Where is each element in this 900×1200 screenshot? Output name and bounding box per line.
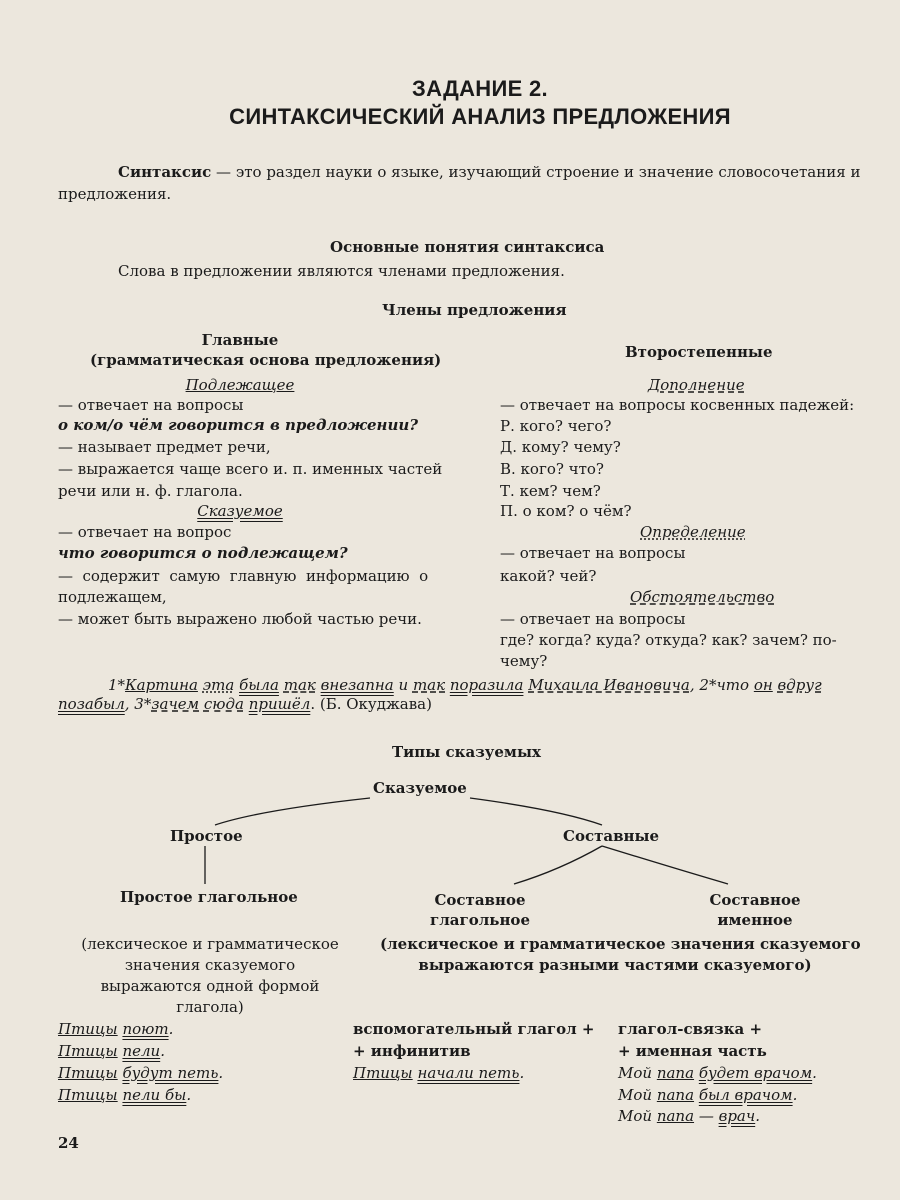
example-subject: папа <box>656 1107 695 1125</box>
simple-verbal-node: Простое глагольное <box>120 888 298 906</box>
simple-predicate-node: Простое <box>170 827 243 845</box>
example-predicate: была <box>239 676 279 694</box>
example-subject: папа <box>656 1086 695 1104</box>
example-text: , 2*что <box>689 676 754 694</box>
object-case-dative: Д. кому? чему? <box>500 438 621 456</box>
example-text: и <box>393 676 413 694</box>
subject-line-5: речи или н. ф. глагола. <box>58 482 243 500</box>
example-predicate: начали петь <box>417 1064 520 1082</box>
example-author: . (Б. Окуджава) <box>310 695 432 713</box>
example-subject: Птицы <box>58 1064 118 1082</box>
example-adverbial: вдруг <box>777 676 822 694</box>
task-title: ЗАДАНИЕ 2. <box>412 76 548 101</box>
compound-verbal-node-line-2: глагольное <box>430 911 530 929</box>
compound-verbal-formula-1: вспомогательный глагол + <box>353 1020 595 1038</box>
compound-verbal-node-line-1: Составное <box>434 891 526 909</box>
main-members-heading: Главные <box>201 331 279 349</box>
intro-term: Синтаксис <box>118 163 212 181</box>
members-heading: Члены предложения <box>382 301 567 319</box>
example-adverbial: так <box>283 676 316 694</box>
object-title: Дополнение <box>648 376 745 394</box>
example-subject: Птицы <box>353 1064 413 1082</box>
example-punctuation: . <box>755 1107 760 1125</box>
example-subject: папа <box>656 1064 695 1082</box>
predicate-line-3: — содержит самую главную информацию о <box>58 567 429 585</box>
example-punctuation: . <box>186 1086 192 1104</box>
object-line-1: — отвечает на вопросы косвенных падежей: <box>500 396 855 414</box>
object-case-instrumental: Т. кем? чем? <box>500 482 601 500</box>
main-members-subheading: (грамматическая основа предложения) <box>90 351 442 369</box>
subject-line-3: — называет предмет речи, <box>58 438 271 456</box>
subject-question: о ком/о чём говорится в предложении? <box>58 416 419 434</box>
page-number: 24 <box>58 1134 79 1152</box>
example-predicate: пришёл <box>248 695 311 713</box>
example-predicate: пели бы <box>122 1086 187 1104</box>
compound-verbal-example <box>353 1063 524 1083</box>
object-case-accusative: В. кого? что? <box>500 460 604 478</box>
adverbial-line-1: — отвечает на вопросы <box>500 610 686 628</box>
predicate-line-4: подлежащем, <box>58 588 167 606</box>
topic-title: СИНТАКСИЧЕСКИЙ АНАЛИЗ ПРЕДЛОЖЕНИЯ <box>229 104 731 129</box>
example-text: Мой <box>618 1086 657 1104</box>
example-predicate: поразила <box>449 676 524 694</box>
predicate-root-node: Сказуемое <box>373 779 467 797</box>
example-predicate: врач <box>718 1107 756 1125</box>
simple-example-1 <box>58 1019 173 1039</box>
example-subject: Картина <box>125 676 198 694</box>
example-text: Мой <box>618 1107 657 1125</box>
simple-description-1: (лексическое и грамматическое <box>81 935 339 953</box>
compound-verbal-formula-2: + инфинитив <box>353 1042 471 1060</box>
predicate-title: Сказуемое <box>197 502 283 520</box>
object-case-prepositional: П. о ком? о чём? <box>500 502 632 520</box>
attribute-line-1: — отвечает на вопросы <box>500 544 686 562</box>
compound-nominal-node-line-2: именное <box>717 911 793 929</box>
example-predicate: будет врачом <box>698 1064 813 1082</box>
subject-title: Подлежащее <box>185 376 295 394</box>
example-predicate: будут петь <box>122 1064 219 1082</box>
example-part: 1* <box>108 676 126 694</box>
compound-description-2: выражаются разными частями сказуемого) <box>418 956 812 974</box>
simple-example-2 <box>58 1041 165 1061</box>
example-adverbial: зачем <box>151 695 200 713</box>
example-predicate: поют <box>122 1020 169 1038</box>
example-punctuation: . <box>218 1064 224 1082</box>
subject-line-1: — отвечает на вопросы <box>58 396 244 414</box>
example-adverbial: сюда <box>203 695 244 713</box>
example-punctuation: . <box>519 1064 525 1082</box>
object-case-genitive: Р. кого? чего? <box>500 417 612 435</box>
simple-example-4 <box>58 1085 191 1105</box>
example-text: Мой <box>618 1064 657 1082</box>
compound-nominal-node-line-1: Составное <box>709 891 801 909</box>
subject-line-4: — выражается чаще всего и. п. именных частей <box>58 460 443 478</box>
adverbial-line-3: чему? <box>500 652 548 670</box>
example-punctuation: . <box>812 1064 817 1082</box>
example-attribute: эта <box>202 676 235 694</box>
intro-definition: — это раздел науки о языке, изучающий строение и значение словосочетания и <box>211 163 861 181</box>
adverbial-title: Обстоятельство <box>630 588 775 606</box>
intro-line-2: предложения. <box>58 185 172 203</box>
example-object: Михаила Ивановича <box>528 676 690 694</box>
secondary-members-heading: Второстепенные <box>625 343 773 361</box>
simple-description-2: значения сказуемого <box>124 956 296 974</box>
connector-line <box>514 846 602 884</box>
adverbial-line-2: где? когда? куда? откуда? как? зачем? по- <box>500 631 837 649</box>
example-punctuation: . <box>168 1020 174 1038</box>
predicate-question: что говорится о подлежащем? <box>58 544 348 562</box>
example-dash: — <box>694 1107 719 1125</box>
predicate-line-5: — может быть выражено любой частью речи. <box>58 610 422 628</box>
compound-nominal-example-1 <box>618 1063 817 1083</box>
compound-predicate-node: Составные <box>563 827 660 845</box>
simple-description-3: выражаются одной формой <box>100 977 320 995</box>
types-heading: Типы сказуемых <box>392 743 541 761</box>
basics-text: Слова в предложении являются членами предложения. <box>118 262 565 280</box>
compound-nominal-formula-2: + именная часть <box>618 1042 767 1060</box>
example-predicate: был врачом <box>698 1086 793 1104</box>
example-punctuation: . <box>792 1086 798 1104</box>
basics-heading: Основные понятия синтаксиса <box>330 238 605 256</box>
example-adverbial: так <box>412 676 446 694</box>
example-predicate: пели <box>122 1042 161 1060</box>
example-subject: Птицы <box>58 1086 118 1104</box>
example-subject: Птицы <box>58 1020 118 1038</box>
attribute-question: какой? чей? <box>500 567 597 585</box>
example-text: , 3* <box>124 695 152 713</box>
simple-example-3 <box>58 1063 223 1083</box>
example-punctuation: . <box>160 1042 165 1060</box>
simple-description-4: глагола) <box>176 998 244 1016</box>
compound-description-1: (лексическое и грамматическое значения сказуемого <box>380 935 861 953</box>
compound-nominal-example-3 <box>618 1106 760 1126</box>
connector-line <box>470 798 602 825</box>
attribute-title: Определение <box>640 523 746 541</box>
example-subject: он <box>753 676 773 694</box>
predicate-line-1: — отвечает на вопрос <box>58 523 232 541</box>
example-predicate: внезапна <box>320 676 394 694</box>
example-subject: Птицы <box>58 1042 118 1060</box>
connector-line <box>602 846 728 884</box>
compound-nominal-example-2 <box>618 1085 797 1105</box>
example-predicate: позабыл <box>58 695 125 713</box>
connector-line <box>215 798 370 825</box>
compound-nominal-formula-1: глагол-связка + <box>618 1020 763 1038</box>
